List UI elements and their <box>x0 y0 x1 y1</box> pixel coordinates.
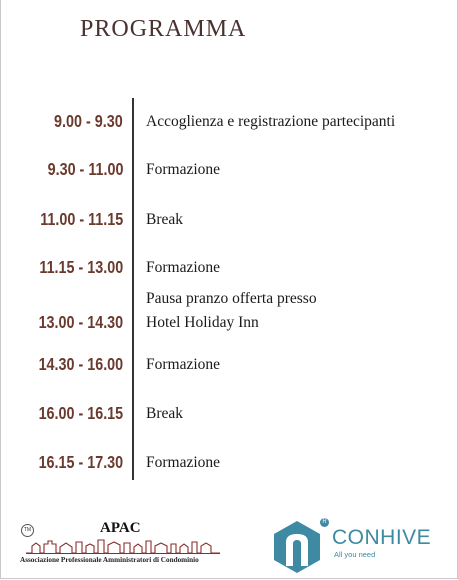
schedule-activity-line: Formazione <box>146 161 221 178</box>
schedule-activity <box>146 110 395 134</box>
schedule-activity <box>146 287 317 335</box>
schedule-activity <box>146 353 220 377</box>
schedule-time: 16.15 - 17.30 <box>38 452 123 472</box>
schedule-activity <box>146 451 220 475</box>
schedule-time: 11.00 - 11.15 <box>40 209 123 229</box>
schedule-activity-line: Formazione <box>146 454 221 471</box>
schedule-divider <box>132 98 134 480</box>
apac-logo <box>18 518 228 568</box>
building-skyline-icon <box>26 538 220 554</box>
schedule-time: 9.30 - 11.00 <box>47 159 123 179</box>
schedule-activity-line: Break <box>146 211 184 228</box>
schedule-activity-line: Pausa pranzo offerta presso <box>146 290 317 307</box>
schedule-activity-line: Hotel Holiday Inn <box>146 314 259 331</box>
schedule-activity <box>146 402 183 426</box>
schedule-time: 9.00 - 9.30 <box>54 111 123 131</box>
schedule-activity <box>146 158 220 182</box>
trademark-badge: TM <box>21 524 34 537</box>
schedule-activity-line: Accoglienza e registrazione partecipanti <box>146 113 396 130</box>
conhive-logo <box>272 518 447 574</box>
schedule-time: 14.30 - 16.00 <box>38 354 123 374</box>
apac-logo-name: APAC <box>100 520 141 536</box>
conhive-logo-tagline: All you need <box>334 550 376 559</box>
schedule-time: 11.15 - 13.00 <box>39 257 123 277</box>
schedule-activity <box>146 256 220 280</box>
schedule-time: 13.00 - 14.30 <box>38 312 123 332</box>
page-title: PROGRAMMA <box>80 16 247 42</box>
schedule-time: 16.00 - 16.15 <box>38 403 123 423</box>
schedule-activity-line: Formazione <box>146 356 221 373</box>
schedule-activity <box>146 208 183 232</box>
schedule-activity-line: Formazione <box>146 259 221 276</box>
registered-mark: R <box>320 518 329 527</box>
conhive-logo-name: CONHIVE <box>332 526 432 549</box>
schedule-activity-line: Break <box>146 405 184 422</box>
apac-logo-subtitle: Associazione Professionale Amministratori di Condominio <box>20 556 199 564</box>
hexagon-n-icon <box>272 520 322 574</box>
